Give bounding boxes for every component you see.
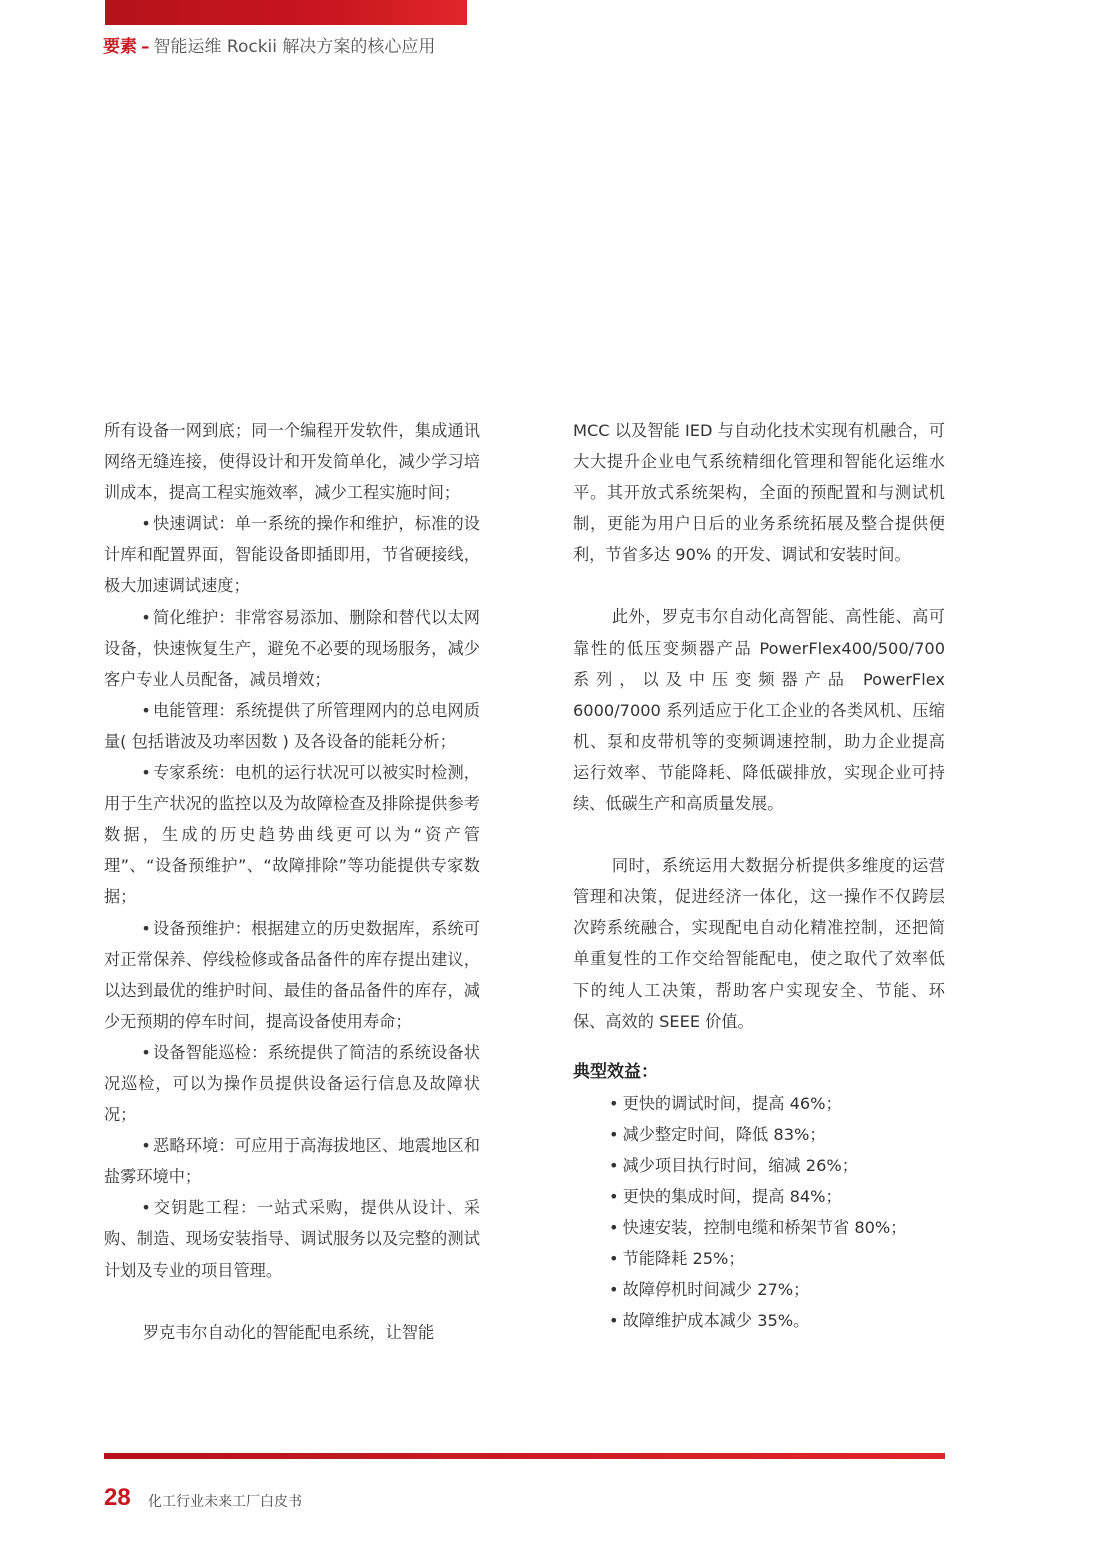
- bullet-item: • 设备智能巡检：系统提供了简洁的系统设备状况巡检，可以为操作员提供设备运行信息及故障状况；: [104, 1042, 480, 1125]
- benefit-item: • 减少项目执行时间，缩减 26%；: [609, 1155, 858, 1175]
- bullet-item: • 专家系统：电机的运行状况可以被实时检测，用于生产状况的监控以及为故障检查及排除提供参考数据，生成的历史趋势曲线更可以为“资产管理”、“设备预维护”、“故障排除”等功能提供专家数据；: [104, 763, 480, 907]
- section-label: 要素: [103, 37, 137, 57]
- bullet-dot-icon: •: [141, 763, 151, 783]
- bullet-dot-icon: •: [141, 607, 151, 627]
- bullet-dot-icon: •: [141, 1042, 151, 1062]
- bullet-item: • 简化维护：非常容易添加、删除和替代以太网设备，快速恢复生产，避免不必要的现场服务，减少客户专业人员配备，减员增效；: [104, 607, 480, 689]
- bullet-dot-icon: •: [609, 1218, 619, 1238]
- right-column: [573, 415, 945, 1336]
- section-dash: –: [141, 37, 150, 57]
- bullet-item: • 设备预维护：根据建立的历史数据库，系统可对正常保养、停线检修或备品备件的库存提出建议，以达到最优的维护时间、最佳的备品备件的库存，减少无预期的停车时间，提高设备使用寿命；: [104, 918, 480, 1031]
- paragraph-spacer: [104, 1286, 480, 1317]
- left-paragraph-last: 罗克韦尔自动化的智能配电系统，让智能: [142, 1322, 435, 1342]
- benefits-heading: 典型效益：: [573, 1061, 658, 1082]
- bullet-dot-icon: •: [141, 514, 151, 534]
- bullet-dot-icon: •: [609, 1093, 619, 1113]
- bullet-dot-icon: •: [141, 1136, 151, 1156]
- bullet-dot-icon: •: [609, 1280, 619, 1300]
- bullet-item: • 交钥匙工程：一站式采购，提供从设计、采购、制造、现场安装指导、调试服务以及完整的测试计划及专业的项目管理。: [104, 1198, 480, 1280]
- right-paragraph-1: MCC 以及智能 IED 与自动化技术实现有机融合，可大大提升企业电气系统精细化管理和智能化运维水平。其开放式系统架构，全面的预配置和与测试机制，更能为用户日后的业务系统拓展及整合提供便利，节省多达 90% 的开发、调试和安装时间。: [573, 421, 945, 565]
- paragraph-spacer: [573, 570, 945, 601]
- bullet-dot-icon: •: [141, 1198, 151, 1218]
- right-paragraph-2: 此外，罗克韦尔自动化高智能、高性能、高可靠性的低压变频器产品 PowerFlex400/500/700 系列，以及中压变频器产品 PowerFlex 6000/7000 系列适应于化工企业的各类风机、压缩机、泵和皮带机等的变频调速控制，助力企业提高运行效率、节能降耗、降低碳排放，实现企业可持续、低碳生产和高质量发展。: [573, 607, 945, 814]
- benefit-item: • 更快的调试时间，提高 46%；: [609, 1093, 842, 1113]
- bullet-item: • 快速调试：单一系统的操作和维护，标准的设计库和配置界面，智能设备即插即用，节省硬接线，极大加速调试速度；: [104, 514, 480, 596]
- benefit-item: • 节能降耗 25%；: [609, 1249, 745, 1269]
- bullet-dot-icon: •: [609, 1155, 619, 1175]
- benefits-list: [573, 1088, 945, 1337]
- paragraph-spacer: [573, 819, 945, 850]
- benefit-item: • 减少整定时间，降低 83%；: [609, 1124, 826, 1144]
- section-title: 智能运维 Rockii 解决方案的核心应用: [153, 37, 436, 57]
- bullet-dot-icon: •: [609, 1186, 619, 1206]
- footer-rule: [104, 1453, 945, 1459]
- benefit-item: • 故障停机时间减少 27%；: [609, 1280, 810, 1300]
- left-paragraph-1: 所有设备一网到底；同一个编程开发软件，集成通讯网络无缝连接，使得设计和开发简单化，减少学习培训成本，提高工程实施效率，减少工程实施时间；: [104, 421, 480, 503]
- bullet-dot-icon: •: [141, 700, 151, 720]
- footer-title: 化工行业未来工厂白皮书: [148, 1494, 302, 1510]
- bullet-item: • 恶略环境：可应用于高海拔地区、地震地区和盐雾环境中；: [104, 1136, 480, 1187]
- bullet-dot-icon: •: [609, 1311, 619, 1331]
- benefit-item: • 快速安装，控制电缆和桥架节省 80%；: [609, 1218, 907, 1238]
- benefit-item: • 故障维护成本减少 35%。: [609, 1311, 810, 1331]
- bullet-dot-icon: •: [609, 1124, 619, 1144]
- top-accent-bar: [105, 0, 467, 25]
- benefit-item: • 更快的集成时间，提高 84%；: [609, 1186, 842, 1206]
- bullet-item: • 电能管理：系统提供了所管理网内的总电网质量( 包括谐波及功率因数 ) 及各设备的能耗分析；: [104, 700, 480, 751]
- section-header: [103, 34, 435, 60]
- page-number: 28: [104, 1484, 131, 1511]
- bullet-dot-icon: •: [141, 918, 151, 938]
- bullet-dot-icon: •: [609, 1249, 619, 1269]
- right-paragraph-3: 同时，系统运用大数据分析提供多维度的运营管理和决策，促进经济一体化，这一操作不仅跨层次跨系统融合，实现配电自动化精准控制，还把简单重复性的工作交给智能配电，使之取代了效率低下的纯人工决策，帮助客户实现安全、节能、环保、高效的 SEEE 价值。: [573, 856, 945, 1031]
- left-column: [104, 415, 480, 1348]
